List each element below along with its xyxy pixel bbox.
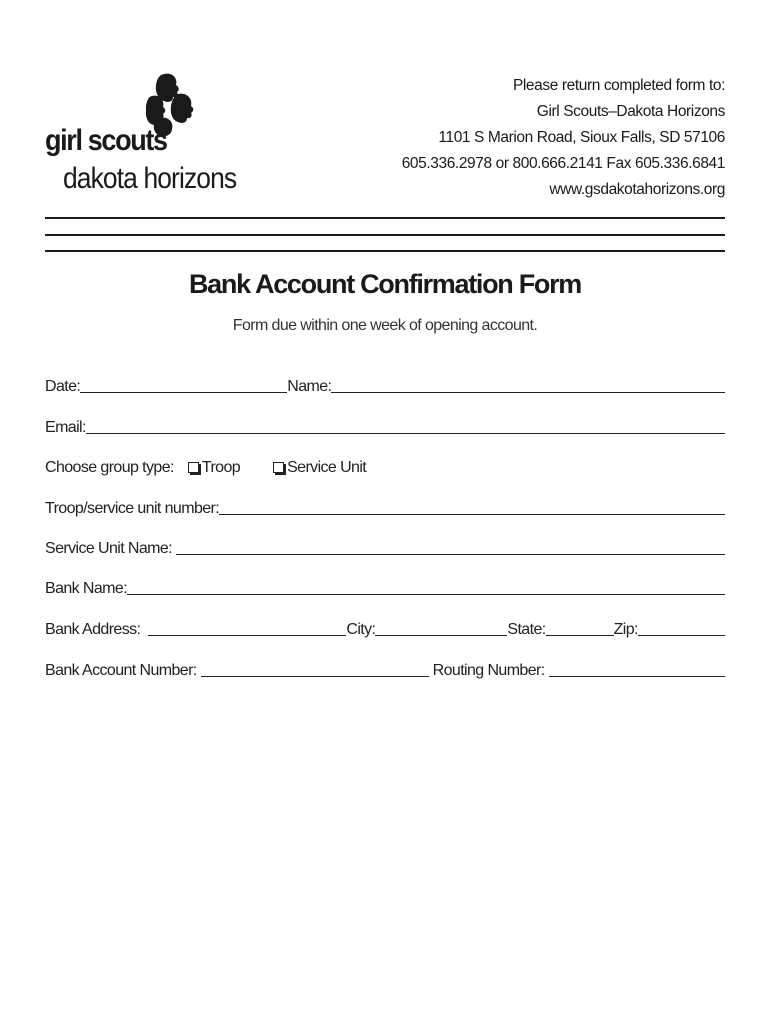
bank-address-field[interactable]: [148, 635, 346, 636]
zip-field[interactable]: [638, 635, 725, 636]
account-number-field[interactable]: [201, 676, 429, 677]
date-field[interactable]: [80, 392, 287, 393]
email-field[interactable]: [86, 433, 725, 434]
form-row-date-name: [45, 372, 725, 398]
account-number-label: Bank Account Number:: [45, 662, 197, 679]
address-line: Please return completed form to:: [512, 77, 725, 94]
form-row-bank-address: [45, 615, 725, 641]
routing-number-field[interactable]: [549, 676, 725, 677]
header-divider: [45, 217, 725, 219]
troop-checkbox[interactable]: [188, 457, 240, 479]
service-unit-name-field[interactable]: [176, 554, 725, 555]
city-label: City:: [346, 621, 376, 638]
checkbox-icon: [273, 462, 284, 473]
unit-number-label: Troop/service unit number:: [45, 500, 220, 517]
name-label: Name:: [287, 378, 332, 395]
service-unit-option-label: Service Unit: [287, 459, 367, 476]
address-line: 605.336.2978 or 800.666.2141 Fax 605.336.6841: [401, 155, 725, 172]
form-row-group-type: [45, 453, 725, 479]
address-line: 1101 S Marion Road, Sioux Falls, SD 57106: [438, 129, 725, 146]
group-type-label: Choose group type:: [45, 459, 174, 476]
address-line: Girl Scouts–Dakota Horizons: [536, 103, 725, 120]
zip-label: Zip:: [613, 621, 638, 638]
checkbox-icon: [188, 462, 199, 473]
unit-number-field[interactable]: [219, 514, 725, 515]
header-divider: [45, 234, 725, 236]
form-title: Bank Account Confirmation Form: [188, 269, 581, 299]
header-divider: [45, 250, 725, 252]
service-unit-checkbox[interactable]: [273, 457, 366, 479]
state-field[interactable]: [546, 635, 614, 636]
form-row-bank-name: [45, 574, 725, 600]
form-row-account-routing: [45, 656, 725, 682]
logo-wordmark-line1: girl scouts: [45, 124, 167, 157]
return-address-block: [265, 73, 725, 203]
name-field[interactable]: [331, 392, 725, 393]
logo-wordmark-line2: dakota horizons: [63, 162, 237, 195]
form-row-email: [45, 413, 725, 439]
bank-name-label: Bank Name:: [45, 580, 128, 597]
address-line: www.gsdakotahorizons.org: [549, 181, 725, 198]
troop-option-label: Troop: [201, 459, 241, 476]
form-subtitle: Form due within one week of opening account.: [232, 317, 538, 334]
date-label: Date:: [45, 378, 81, 395]
form-row-unit-number: [45, 494, 725, 520]
city-field[interactable]: [375, 635, 507, 636]
bank-address-label: Bank Address:: [45, 621, 141, 638]
bank-name-field[interactable]: [127, 594, 725, 595]
email-label: Email:: [45, 419, 86, 436]
routing-number-label: Routing Number:: [432, 662, 545, 679]
form-row-service-unit-name: [45, 534, 725, 560]
state-label: State:: [507, 621, 546, 638]
service-unit-name-label: Service Unit Name:: [45, 540, 173, 557]
